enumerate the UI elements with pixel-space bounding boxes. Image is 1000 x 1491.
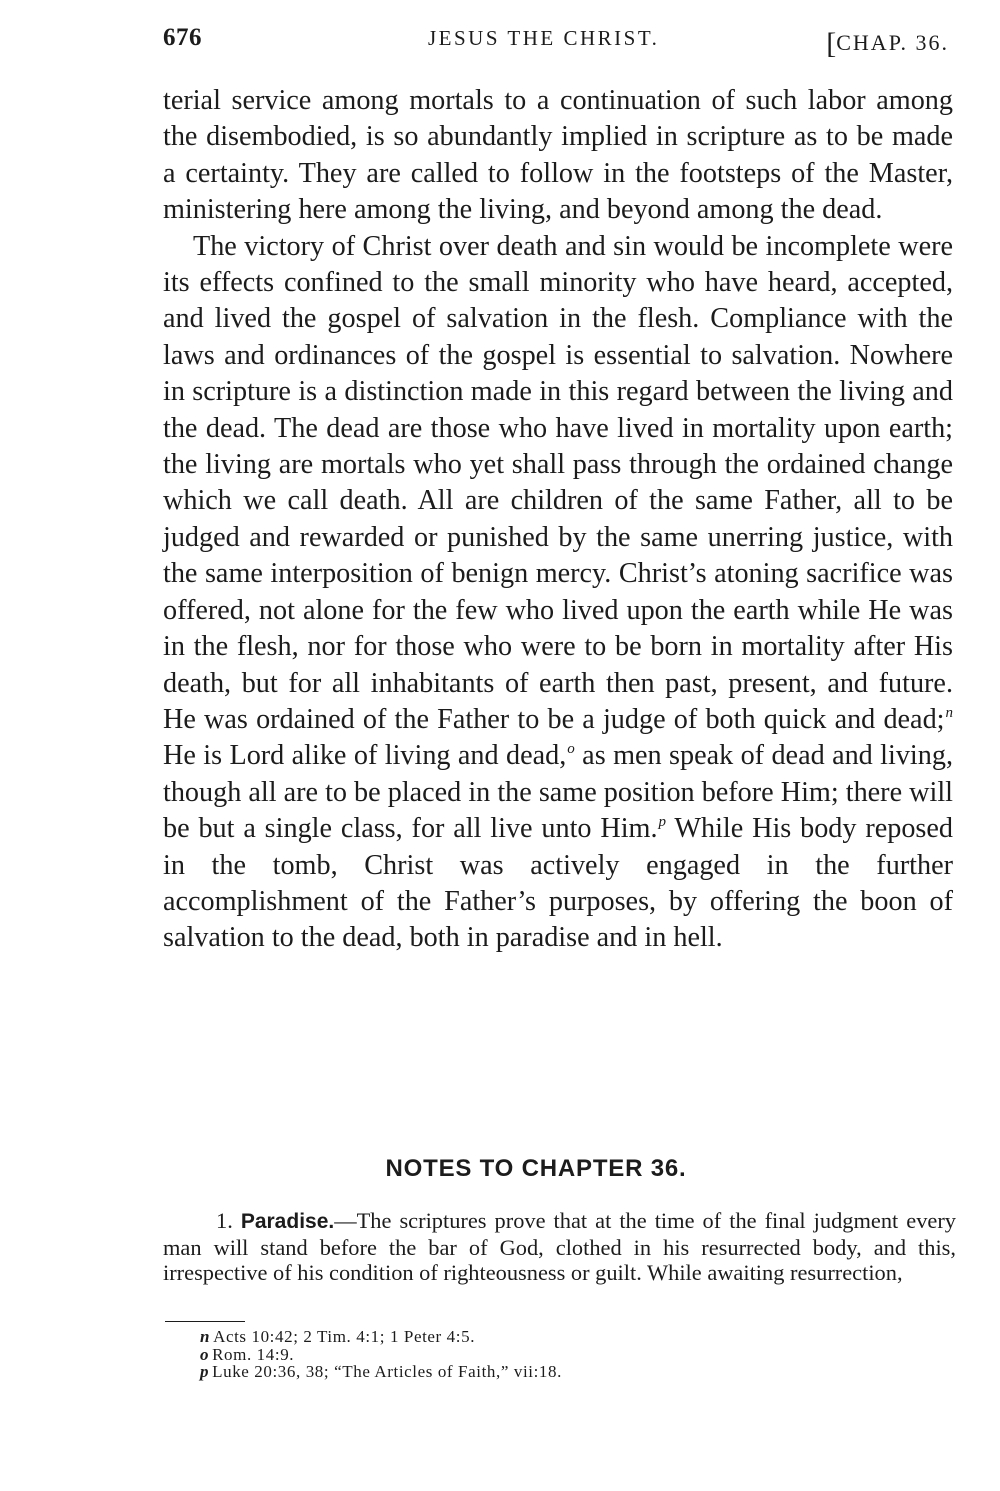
footnote-text: Acts 10:42; 2 Tim. 4:1; 1 Peter 4:5. bbox=[213, 1327, 476, 1346]
note-title: Paradise. bbox=[240, 1210, 335, 1233]
paragraph-continued: terial service among mortals to a continuation of such labor among the disembodied, is so abundantly implied in scripture as to be made a certainty. They are called to follow in the footsteps of the Master, ministering here among the living, and beyond among the dead. bbox=[163, 85, 953, 226]
paragraph-victory-of-christ bbox=[163, 229, 953, 957]
footnote-ref-n: n bbox=[945, 704, 953, 721]
footnote-n bbox=[200, 1328, 900, 1346]
note-paradise bbox=[163, 1208, 956, 1286]
book-title: JESUS THE CHRIST. bbox=[428, 26, 660, 50]
footnote-mark: p bbox=[200, 1362, 210, 1381]
paragraph-text-part: He is Lord alike of living and dead, bbox=[163, 740, 567, 772]
paragraph-text-part: While His body reposed in the tomb, Christ was actively engaged in the further accomplishment of the Father’s purposes, by offering the boon of salvation to the dead, both in paradise and in hell. bbox=[163, 813, 953, 954]
footnote-o bbox=[200, 1346, 900, 1364]
note-paragraph bbox=[163, 1208, 956, 1286]
footnote-text: Luke 20:36, 38; “The Articles of Faith,” vii:18. bbox=[212, 1362, 562, 1381]
footnote-text: Rom. 14:9. bbox=[212, 1344, 295, 1364]
paragraph-text-part: The victory of Christ over death and sin would be incomplete were its effects confined to the small minority who have heard, accepted, and lived the gospel of salvation in the flesh. Compliance with the laws and ordinances of the gospel is essential to salvation. Nowhere in scripture is a distinction made in this regard between the living and the dead. The dead are those who have lived in mortality upon earth; the living are mortals who yet shall pass through the ordained change which we call death. All are children of the same Father, all to be judged and rewarded or punished by the same unerring justice, with the same interposition of benign mercy. Christ’s atoning sacrifice was offered, not alone for the few who lived upon the earth while He was in the flesh, nor for those who were to be born in mortality after His death, but for all inhabitants of earth then past, present, and future. He was ordained of the Father to be a judge of both quick and dead; bbox=[163, 230, 953, 735]
footnote-mark: o bbox=[200, 1344, 210, 1364]
notes-heading: NOTES TO CHAPTER 36. bbox=[385, 1155, 687, 1182]
note-number: 1. bbox=[216, 1208, 233, 1233]
chapter-bracket: [ bbox=[826, 27, 837, 60]
paragraph-text-part: as men speak of dead and living, though all are to be placed in the same position before Him; there will be but a single class, for all live unto Him. bbox=[163, 740, 954, 845]
footnote-divider bbox=[165, 1321, 245, 1322]
footnote-ref-p: p bbox=[658, 814, 667, 831]
footnotes bbox=[200, 1328, 900, 1381]
note-body: —The scriptures prove that at the time of the final judgment every man will stand before the bar of God, clothed in his resurrected body, and this, irrespective of his condition of righteousness or guilt. While awaiting resurrection, bbox=[163, 1208, 956, 1285]
page-number: 676 bbox=[163, 24, 202, 51]
chapter-label: CHAP. 36. bbox=[836, 30, 949, 55]
footnote-ref-o: o bbox=[567, 741, 575, 758]
footnote-p bbox=[200, 1363, 900, 1381]
footnote-mark: n bbox=[200, 1327, 211, 1346]
main-text bbox=[163, 83, 953, 957]
running-header bbox=[163, 20, 949, 60]
chapter-reference bbox=[826, 24, 949, 58]
